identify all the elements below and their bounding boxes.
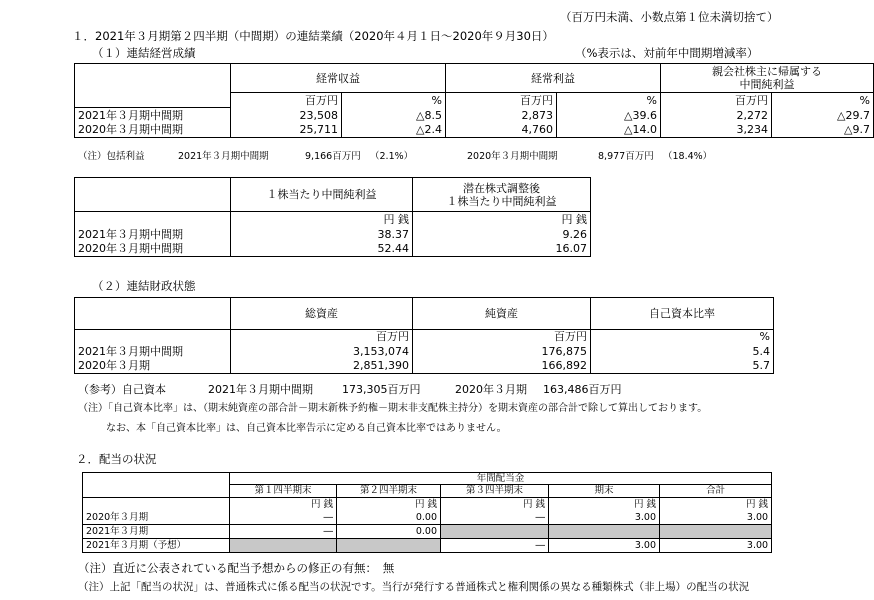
financial-position-table xyxy=(74,297,774,374)
cell-value: 3,234 xyxy=(661,123,772,138)
section1-title: １．2021年３月期第２四半期（中間期）の連結業績（2020年４月１日～2020年９月30日） xyxy=(72,29,554,43)
unit-cell: 円 銭 xyxy=(230,498,337,511)
unit-cell: 円 銭 xyxy=(231,212,413,227)
note-comprehensive-p2-pct: （18.4%） xyxy=(663,151,713,162)
header-diluted-eps xyxy=(413,178,591,212)
unit-cell: 円 銭 xyxy=(549,498,660,511)
cell-value: ― xyxy=(441,539,549,553)
unit-cell: 百万円 xyxy=(231,330,413,344)
cell-value: 9.26 xyxy=(413,227,591,242)
header-diluted-line2: １株当たり中間純利益 xyxy=(446,194,557,208)
shaded-cell xyxy=(549,525,660,539)
cell-value: 52.44 xyxy=(231,242,413,257)
cell-value: △39.6 xyxy=(557,108,661,123)
sub1-note: （%表示は、対前年中間期増減率） xyxy=(575,46,759,60)
sub1-title: （１）連結経営成績 xyxy=(92,46,196,60)
ref-capital-p2-label: 2020年３月期 xyxy=(455,383,527,396)
note-comprehensive-p2-label: 2020年３月期中間期 xyxy=(467,151,558,162)
header-q1: 第１四半期末 xyxy=(230,485,337,498)
cell-value: 176,875 xyxy=(413,344,591,359)
note-comprehensive-p1-value: 9,166百万円 xyxy=(305,151,361,162)
ref-capital-p1-value: 173,305百万円 xyxy=(342,383,421,396)
table-row xyxy=(75,344,774,359)
note-revision: （注）直近に公表されている配当予想からの修正の有無： 無 xyxy=(78,561,395,575)
cell-value: △14.0 xyxy=(557,123,661,138)
cell-value: 2,272 xyxy=(661,108,772,123)
corner-cell xyxy=(75,178,231,212)
shaded-cell xyxy=(230,539,337,553)
eps-table xyxy=(74,177,591,257)
unit-cell: % xyxy=(772,93,874,108)
table-row xyxy=(75,108,874,123)
unit-cell: % xyxy=(342,93,446,108)
unit-cell: 円 銭 xyxy=(413,212,591,227)
cell-value: 166,892 xyxy=(413,359,591,374)
unit-cell: % xyxy=(591,330,774,344)
header-net-income-line1: 親会社株主に帰属する xyxy=(712,65,822,78)
unit-cell: 円 銭 xyxy=(441,498,549,511)
row-label: 2020年３月期 xyxy=(83,511,230,525)
header-eps: １株当たり中間純利益 xyxy=(231,178,413,212)
cell-value: 3.00 xyxy=(549,511,660,525)
header-ordinary-revenue: 経常収益 xyxy=(231,64,446,93)
table-row xyxy=(75,123,874,138)
table-row xyxy=(83,511,772,525)
header-annual-dividend: 年間配当金 xyxy=(230,473,772,485)
cell-value: 4,760 xyxy=(446,123,557,138)
cell-value: 3,153,074 xyxy=(231,344,413,359)
results-table xyxy=(74,63,874,138)
note-ratio-2: なお、本「自己資本比率」は、自己資本比率告示に定める自己資本比率ではありません。 xyxy=(106,423,507,434)
cell-value: ― xyxy=(230,511,337,525)
unit-cell: 円 銭 xyxy=(337,498,441,511)
row-label: 2020年３月期 xyxy=(75,359,231,374)
note-comprehensive-p1-label: 2021年３月期中間期 xyxy=(178,151,269,162)
cell-value: 5.7 xyxy=(591,359,774,374)
unit-cell: 百万円 xyxy=(413,330,591,344)
shaded-cell xyxy=(337,539,441,553)
table-row xyxy=(75,359,774,374)
cell-value: 38.37 xyxy=(231,227,413,242)
header-net-assets: 純資産 xyxy=(413,298,591,330)
header-year-end: 期末 xyxy=(549,485,660,498)
note-ratio-1: （注）「自己資本比率」は、（期末純資産の部合計－期末新株予約権－期末非支配株主持分）を期末資産の部合計で除して算出しております。 xyxy=(78,403,708,414)
table-row xyxy=(83,539,772,553)
row-label: 2021年３月期中間期 xyxy=(75,108,231,123)
cell-value: 16.07 xyxy=(413,242,591,257)
cell-value: 2,873 xyxy=(446,108,557,123)
cell-value: △8.5 xyxy=(342,108,446,123)
unit-cell: 百万円 xyxy=(661,93,772,108)
table-row xyxy=(83,525,772,539)
cell-value: 3.00 xyxy=(660,511,772,525)
cell-value: 25,711 xyxy=(231,123,342,138)
unit-cell: 百万円 xyxy=(231,93,342,108)
cell-value: △9.7 xyxy=(772,123,874,138)
blank-cell xyxy=(83,498,230,511)
header-q2: 第２四半期末 xyxy=(337,485,441,498)
header-diluted-line1: 潜在株式調整後 xyxy=(463,181,540,195)
row-label: 2021年３月期中間期 xyxy=(75,344,231,359)
header-net-income xyxy=(661,64,874,93)
table-row xyxy=(75,227,591,242)
unit-cell: % xyxy=(557,93,661,108)
cell-value: △2.4 xyxy=(342,123,446,138)
cell-value: 3.00 xyxy=(660,539,772,553)
corner-cell xyxy=(75,298,231,330)
sub2-title: （２）連結財政状態 xyxy=(92,279,196,293)
header-capital-ratio: 自己資本比率 xyxy=(591,298,774,330)
ref-capital-prefix: （参考）自己資本 xyxy=(78,383,166,396)
note-comprehensive-p1-pct: （2.1%） xyxy=(370,151,414,162)
cell-value: ― xyxy=(230,525,337,539)
header-total-assets: 総資産 xyxy=(231,298,413,330)
corner-cell xyxy=(83,473,230,498)
row-label: 2020年３月期中間期 xyxy=(75,123,231,138)
note-comprehensive-prefix: （注）包括利益 xyxy=(78,151,145,162)
blank-cell xyxy=(75,330,231,344)
unit-note: （百万円未満、小数点第１位未満切捨て） xyxy=(560,10,779,24)
cell-value: ― xyxy=(441,511,549,525)
header-net-income-line2: 中間純利益 xyxy=(739,78,795,91)
cell-value: △29.7 xyxy=(772,108,874,123)
note-comprehensive-p2-value: 8,977百万円 xyxy=(598,151,654,162)
cell-value: 23,508 xyxy=(231,108,342,123)
cell-value: 0.00 xyxy=(337,511,441,525)
cell-value: 5.4 xyxy=(591,344,774,359)
corner-cell xyxy=(75,64,231,108)
shaded-cell xyxy=(660,525,772,539)
shaded-cell xyxy=(441,525,549,539)
header-total: 合計 xyxy=(660,485,772,498)
row-label: 2021年３月期（予想） xyxy=(83,539,230,553)
unit-cell: 百万円 xyxy=(446,93,557,108)
ref-capital-p1-label: 2021年３月期中間期 xyxy=(208,383,313,396)
dividend-table xyxy=(82,472,772,553)
row-label: 2021年３月期 xyxy=(83,525,230,539)
header-q3: 第３四半期末 xyxy=(441,485,549,498)
table-row xyxy=(75,242,591,257)
cell-value: 3.00 xyxy=(549,539,660,553)
section2-title: ２．配当の状況 xyxy=(76,452,157,466)
ref-capital-p2-value: 163,486百万円 xyxy=(543,383,622,396)
cell-value: 2,851,390 xyxy=(231,359,413,374)
cell-value: 0.00 xyxy=(337,525,441,539)
row-label: 2021年３月期中間期 xyxy=(75,227,231,242)
unit-cell: 円 銭 xyxy=(660,498,772,511)
header-ordinary-profit: 経常利益 xyxy=(446,64,661,93)
row-label: 2020年３月期中間期 xyxy=(75,242,231,257)
blank-cell xyxy=(75,212,231,227)
note-dividend: （注）上記「配当の状況」は、普通株式に係る配当の状況です。当行が発行する普通株式と権利関係の異なる種類株式（非上場）の配当の状況 xyxy=(78,581,750,593)
